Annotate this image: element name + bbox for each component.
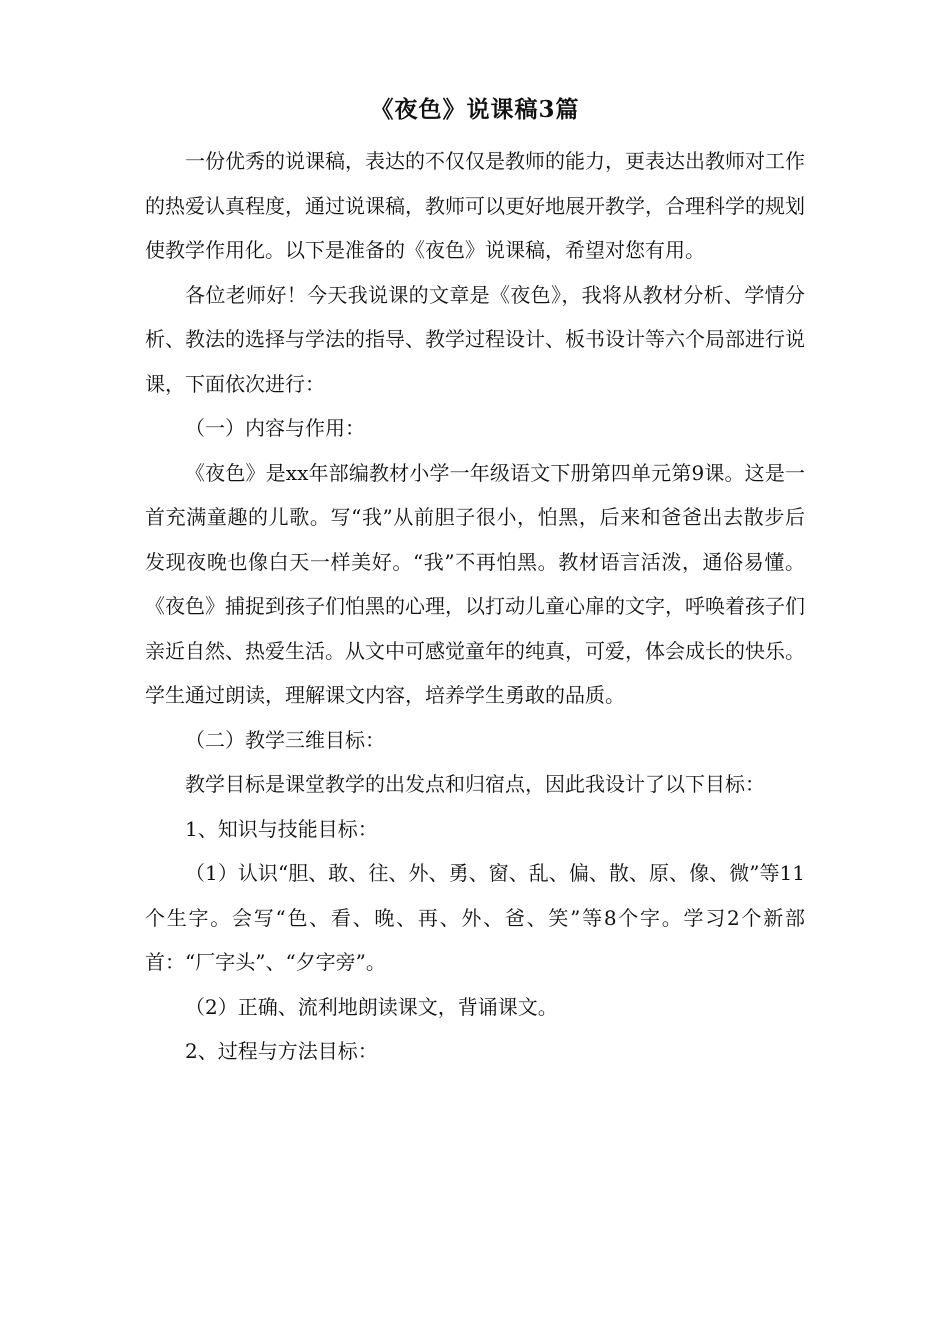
section-heading-content: （一）内容与作用： bbox=[185, 416, 365, 440]
paragraph-objectives-intro: 教学目标是课堂教学的出发点和归宿点，因此我设计了以下目标： bbox=[185, 772, 765, 796]
paragraph-intro: 一份优秀的说课稿，表达的不仅仅是教师的能力，更表达出教师对工作的热爱认真程度，通过说课稿，教师可以更好地展开教学，合理科学的规划使教学作用化。以下是准备的《夜色》说课稿，希望对您有用。 bbox=[145, 149, 805, 262]
paragraph-greeting: 各位老师好！今天我说课的文章是《夜色》，我将从教材分析、学情分析、教法的选择与学法的指导、教学过程设计、板书设计等六个局部进行说课，下面依次进行： bbox=[145, 282, 805, 396]
subheading-process-method: 2、过程与方法目标： bbox=[185, 1039, 378, 1063]
document-body bbox=[145, 139, 805, 1074]
section-heading-objectives: （二）教学三维目标： bbox=[185, 727, 385, 752]
paragraph-content: 《夜色》是xx年部编教材小学一年级语文下册第四单元第9课。这是一首充满童趣的儿歌。写“我”从前胆子很小，怕黑，后来和爸爸出去散步后发现夜晚也像白天一样美好。“我”不再怕黑。教材语言活泼，通俗易懂。《夜色》捕捉到孩子们怕黑的心理，以打动儿童心扉的文字，呼唤着孩子们亲近自然、热爱生活。从文中可感觉童年的纯真，可爱，体会成长的快乐。学生通过朗读，理解课文内容，培养学生勇敢的品质。 bbox=[145, 460, 805, 707]
list-item-characters: （1）认识“胆、敢、往、外、勇、窗、乱、偏、散、原、像、微”等11个生字。会写“色、看、晚、再、外、爸、笑”等8个字。学习2个新部首：“厂字头”、“夕字旁”。 bbox=[145, 861, 805, 974]
subheading-knowledge-skills: 1、知识与技能目标： bbox=[185, 816, 378, 841]
list-item-reading: （2）正确、流利地朗读课文，背诵课文。 bbox=[185, 994, 558, 1019]
document-title: 《夜色》说课稿3篇 bbox=[370, 96, 580, 123]
